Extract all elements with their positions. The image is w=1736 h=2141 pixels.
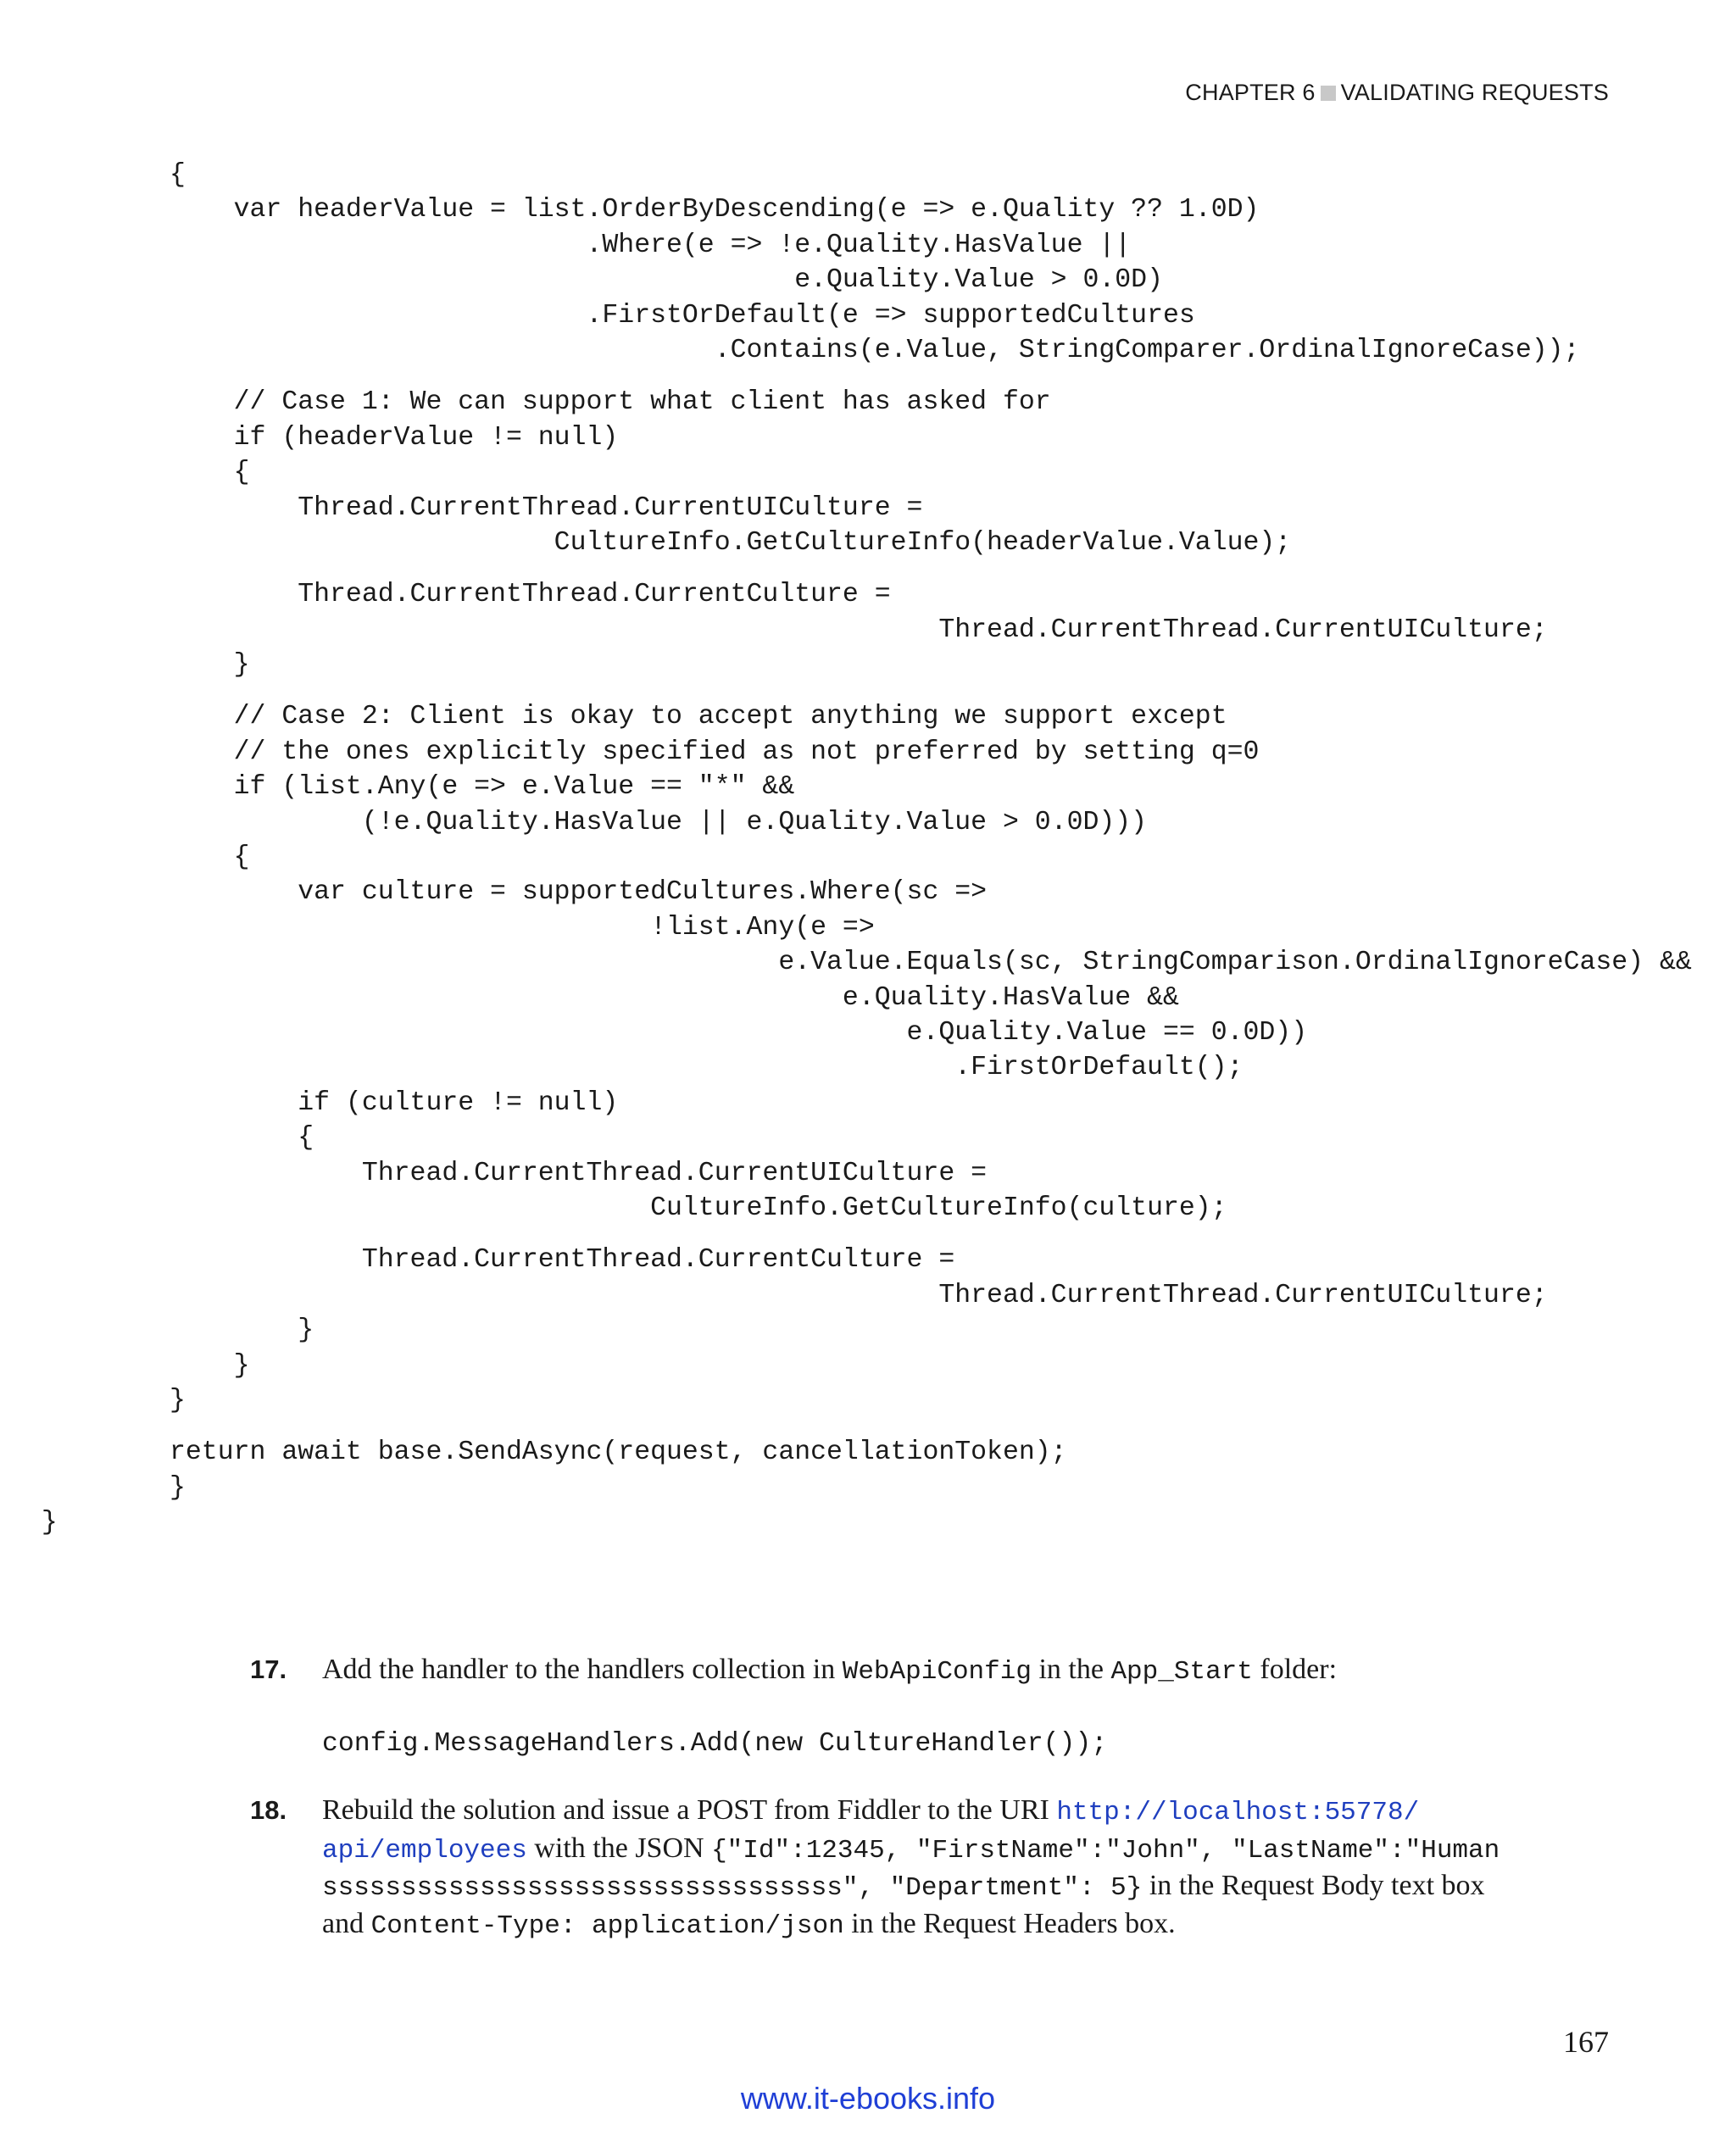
- uri-link[interactable]: http://localhost:55778/: [1056, 1798, 1420, 1827]
- code-line: e.Value.Equals(sc, StringComparison.OrdinalIgnoreCase) &&: [170, 948, 1692, 978]
- chapter-label: CHAPTER 6: [1185, 80, 1316, 105]
- code-line: Thread.CurrentThread.CurrentUICulture;: [170, 614, 1548, 645]
- code-line: {: [170, 1123, 314, 1154]
- code-line: var headerValue = list.OrderByDescending(e => e.Quality ?? 1.0D): [170, 195, 1260, 225]
- step-17-number: 17.: [250, 1654, 287, 1684]
- code-line: e.Quality.HasValue &&: [170, 982, 1179, 1013]
- step-17-command: config.MessageHandlers.Add(new CultureHandler());: [322, 1729, 1108, 1759]
- code-line: (!e.Quality.HasValue || e.Quality.Value > 0.0D))): [170, 807, 1148, 837]
- code-blank-line: [170, 1226, 1692, 1243]
- code-line: !list.Any(e =>: [170, 912, 875, 943]
- webapiconfig-code: WebApiConfig: [842, 1657, 1032, 1687]
- code-line: }: [105, 1472, 186, 1503]
- code-line: }: [170, 650, 250, 681]
- app-start-code: App_Start: [1110, 1657, 1253, 1687]
- code-line: Thread.CurrentThread.CurrentUICulture =: [170, 492, 923, 523]
- code-line: .FirstOrDefault(e => supportedCultures: [170, 300, 1195, 331]
- code-blank-line: [170, 368, 1692, 385]
- uri-link-continued[interactable]: api/employees: [322, 1835, 527, 1866]
- code-line: {: [170, 842, 250, 873]
- json-body-part-2: sssssssssssssssssssssssssssssssss", "Department": 5}: [322, 1873, 1143, 1903]
- code-line: {: [170, 458, 250, 488]
- code-line: if (headerValue != null): [170, 422, 619, 453]
- code-line: // Case 2: Client is okay to accept anything we support except: [170, 702, 1227, 732]
- code-line: }: [41, 1508, 58, 1538]
- code-line: .Contains(e.Value, StringComparer.OrdinalIgnoreCase));: [170, 335, 1580, 365]
- running-header: [1185, 80, 1609, 106]
- code-line: }: [170, 1385, 186, 1415]
- json-body-part-1: {"Id":12345, "FirstName":"John", "LastName":"Human: [711, 1835, 1500, 1866]
- code-line: }: [170, 1315, 314, 1346]
- code-line: .FirstOrDefault();: [170, 1053, 1244, 1083]
- code-blank-line: [170, 560, 1692, 577]
- code-line: {: [170, 160, 186, 190]
- code-line: if (culture != null): [170, 1087, 619, 1118]
- code-line: e.Quality.Value == 0.0D)): [170, 1017, 1308, 1048]
- code-line: Thread.CurrentThread.CurrentUICulture;: [170, 1280, 1548, 1310]
- chapter-title: VALIDATING REQUESTS: [1340, 80, 1609, 105]
- code-line: .Where(e => !e.Quality.HasValue ||: [170, 230, 1132, 260]
- code-line: CultureInfo.GetCultureInfo(headerValue.Value);: [170, 527, 1292, 558]
- footer-url-link[interactable]: www.it-ebooks.info: [740, 2081, 996, 2116]
- step-18-number: 18.: [250, 1795, 287, 1825]
- code-line: // Case 1: We can support what client has asked for: [170, 387, 1051, 418]
- code-line: Thread.CurrentThread.CurrentUICulture =: [170, 1158, 988, 1188]
- code-blank-line: [170, 682, 1692, 699]
- code-line: Thread.CurrentThread.CurrentCulture =: [170, 580, 891, 610]
- code-listing: [41, 158, 1692, 1540]
- code-line: // the ones explicitly specified as not preferred by setting q=0: [170, 737, 1260, 767]
- step-17-text: Add the handler to the handlers collection in WebApiConfig in the App_Start folder:: [322, 1654, 1338, 1687]
- code-line: CultureInfo.GetCultureInfo(culture);: [170, 1193, 1227, 1223]
- code-line: }: [170, 1350, 250, 1381]
- code-line: if (list.Any(e => e.Value == "*" &&: [170, 772, 795, 803]
- code-line: var culture = supportedCultures.Where(sc =>: [170, 877, 988, 908]
- header-separator-square: [1321, 86, 1336, 101]
- content-type-header: Content-Type: application/json: [370, 1910, 844, 1941]
- code-line: return await base.SendAsync(request, cancellationToken);: [170, 1438, 1067, 1468]
- code-line: Thread.CurrentThread.CurrentCulture =: [170, 1245, 955, 1276]
- step-18-text: Rebuild the solution and issue a POST from Fiddler to the URI http://localhost:55778/ api/employees with the JSON {"Id":12345, "FirstName":"John", "LastName":"Human sssssssssssssssssssssssssssssssss", "Department": 5} in the Request Body text box and Content-Type: application/json in the Request Headers box.: [322, 1794, 1500, 1941]
- code-blank-line: [170, 1418, 1692, 1435]
- page-number: 167: [1563, 2025, 1609, 2059]
- code-line: e.Quality.Value > 0.0D): [170, 265, 1163, 296]
